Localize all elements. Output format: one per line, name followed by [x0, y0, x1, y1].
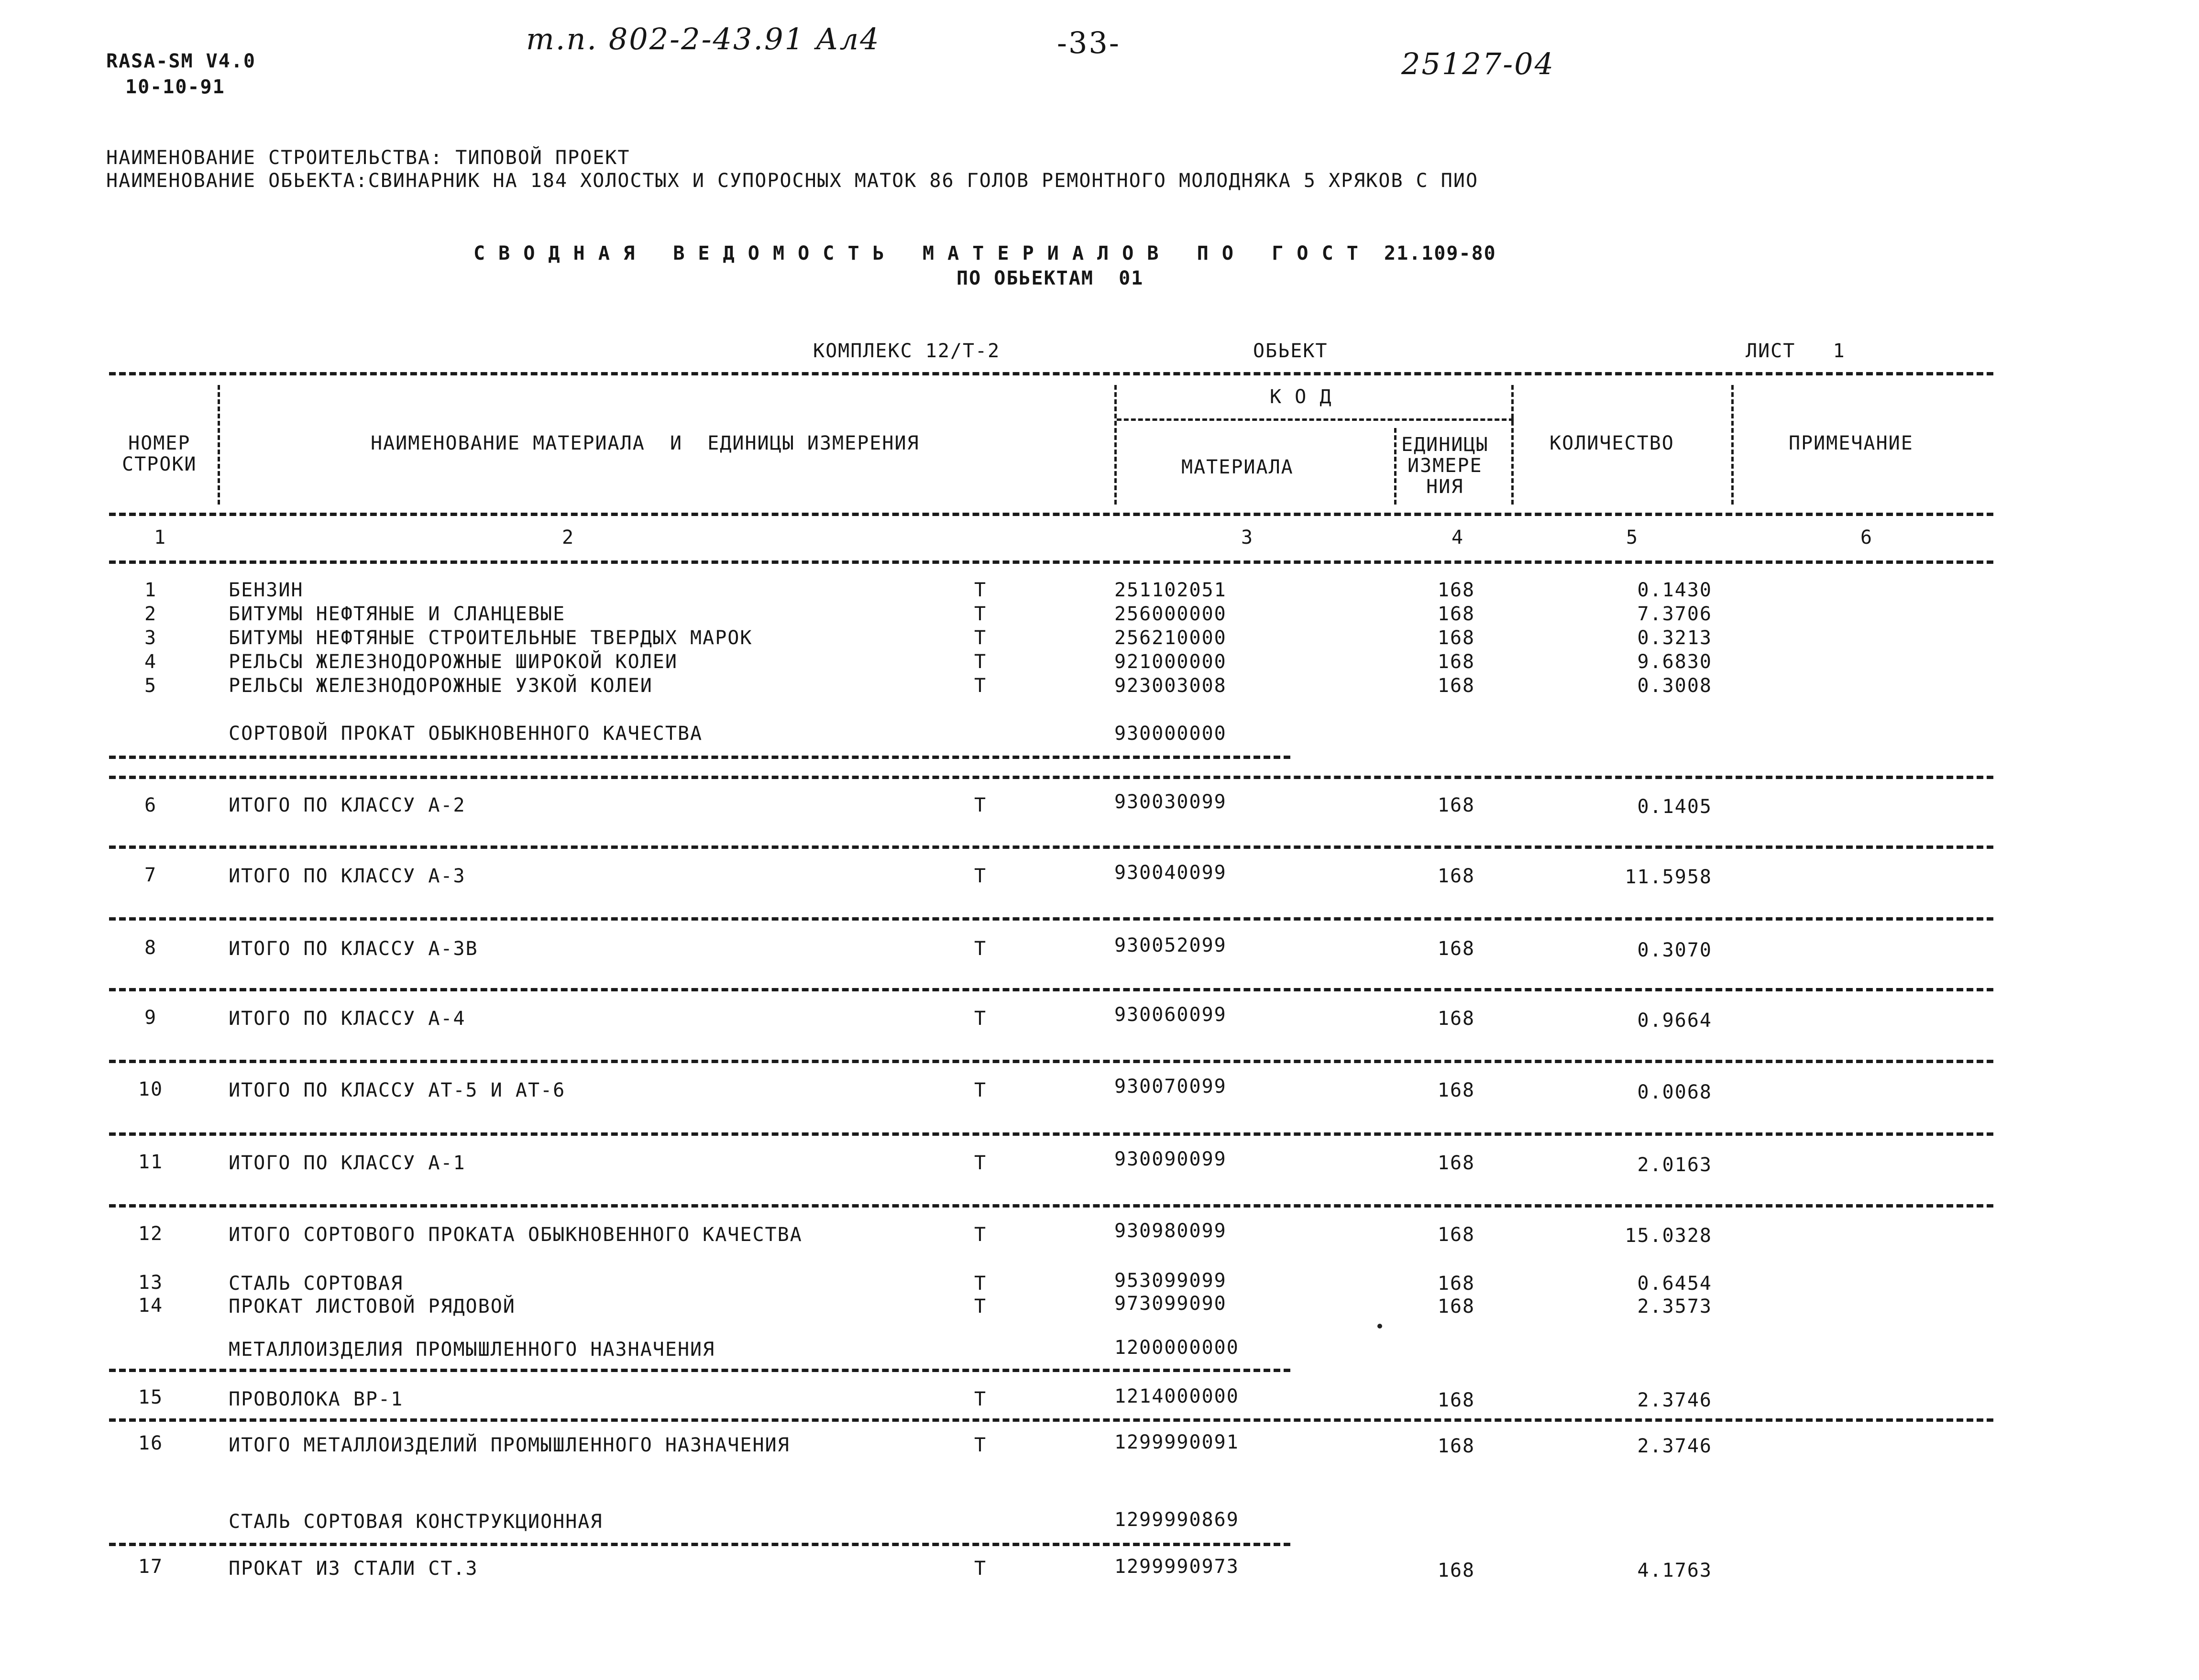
- row-number: 2: [144, 603, 157, 625]
- page-number: -33-: [1057, 25, 1121, 60]
- table-top-rule: [109, 372, 1993, 375]
- unit-code: 168: [1437, 1435, 1475, 1457]
- material-name: ИТОГО ПО КЛАССУ А-3В: [229, 938, 478, 960]
- col-index: 4: [1451, 527, 1464, 549]
- row-rule: [109, 776, 1993, 779]
- material-unit: Т: [974, 1152, 987, 1174]
- row-number: 7: [144, 864, 157, 886]
- material-name: ИТОГО ПО КЛАССУ А-1: [229, 1152, 466, 1174]
- material-unit: Т: [974, 651, 987, 673]
- row-number: 6: [144, 794, 157, 816]
- col-divider: [1394, 428, 1396, 505]
- row-number: 13: [138, 1272, 164, 1294]
- material-name: ИТОГО МЕТАЛЛОИЗДЕЛИЙ ПРОМЫШЛЕННОГО НАЗНАЧЕНИЯ: [229, 1434, 790, 1456]
- handwritten-project-code: т.п. 802-2-43.91 Ал4: [526, 22, 880, 56]
- quantity: 0.0068: [1637, 1081, 1712, 1103]
- unit-code: 168: [1437, 1389, 1475, 1411]
- row-number: 4: [144, 651, 157, 673]
- material-code: 930052099: [1114, 934, 1227, 956]
- row-number: 10: [138, 1078, 164, 1100]
- material-unit: Т: [974, 938, 987, 960]
- unit-code: 168: [1437, 579, 1475, 601]
- unit-code: 168: [1437, 1559, 1475, 1581]
- group-name: СОРТОВОЙ ПРОКАТ ОБЫКНОВЕННОГО КАЧЕСТВА: [229, 723, 703, 745]
- index-rule: [109, 560, 1993, 564]
- row-rule: [109, 988, 1993, 991]
- group-rule: [109, 1369, 1290, 1372]
- material-unit: Т: [974, 1434, 987, 1456]
- unit-code: 168: [1437, 1079, 1475, 1101]
- unit-code: 168: [1437, 1008, 1475, 1030]
- object-label: ОБЬЕКТ: [1253, 340, 1328, 362]
- material-code: 256210000: [1114, 627, 1227, 649]
- quantity: 0.1405: [1637, 796, 1712, 818]
- row-rule: [109, 1418, 1993, 1422]
- material-code: 930980099: [1114, 1220, 1227, 1242]
- group-name: СТАЛЬ СОРТОВАЯ КОНСТРУКЦИОННАЯ: [229, 1511, 603, 1533]
- material-name: БИТУМЫ НЕФТЯНЫЕ И СЛАНЦЕВЫЕ: [229, 603, 566, 625]
- material-name: ПРОКАТ ИЗ СТАЛИ СТ.3: [229, 1558, 478, 1580]
- row-number: 12: [138, 1223, 164, 1245]
- row-number: 14: [138, 1295, 164, 1317]
- material-code: 930090099: [1114, 1148, 1227, 1170]
- quantity: 0.3213: [1637, 627, 1712, 649]
- material-unit: Т: [974, 603, 987, 625]
- print-date: 10-10-91: [125, 76, 225, 98]
- material-name: СТАЛЬ СОРТОВАЯ: [229, 1273, 404, 1295]
- material-code: 251102051: [1114, 579, 1227, 601]
- material-name: ПРОВОЛОКА ВР-1: [229, 1388, 404, 1410]
- unit-code: 168: [1437, 938, 1475, 960]
- quantity: 2.0163: [1637, 1154, 1712, 1176]
- material-code: 930060099: [1114, 1004, 1227, 1026]
- row-number: 5: [144, 675, 157, 697]
- unit-code: 168: [1437, 603, 1475, 625]
- group-rule: [109, 756, 1290, 759]
- row-number: 3: [144, 627, 157, 649]
- group-code: 930000000: [1114, 723, 1227, 745]
- material-unit: Т: [974, 1273, 987, 1295]
- unit-code: 168: [1437, 1273, 1475, 1295]
- row-number: 8: [144, 937, 157, 959]
- unit-code: 168: [1437, 651, 1475, 673]
- row-rule: [109, 845, 1993, 849]
- document-title: С В О Д Н А Я В Е Д О М О С Т Ь М А Т Е Р И А Л О В П О Г О С Т 21.109-80: [473, 242, 1496, 264]
- row-rule: [109, 1060, 1993, 1063]
- col-divider: [1731, 385, 1734, 505]
- quantity: 0.1430: [1637, 579, 1712, 601]
- col-divider: [1114, 385, 1117, 505]
- row-rule: [109, 1132, 1993, 1136]
- col-note: ПРИМЕЧАНИЕ: [1789, 432, 1913, 454]
- quantity: 0.9664: [1637, 1010, 1712, 1032]
- col-index: 2: [562, 527, 575, 549]
- material-unit: Т: [974, 1079, 987, 1101]
- group-code: 1200000000: [1114, 1337, 1239, 1359]
- handwritten-archive-code: 25127-04: [1401, 46, 1555, 81]
- system-label: RASA-SM V4.0: [106, 50, 256, 72]
- complex-label: КОМПЛЕКС 12/Т-2: [813, 340, 1001, 362]
- col-row-number: НОМЕР СТРОКИ: [122, 432, 197, 475]
- unit-code: 168: [1437, 1152, 1475, 1174]
- col-index: 3: [1241, 527, 1254, 549]
- row-number: 16: [138, 1432, 164, 1454]
- material-code: 923003008: [1114, 675, 1227, 697]
- code-subheader-rule: [1117, 418, 1514, 421]
- material-name: БЕНЗИН: [229, 579, 304, 601]
- material-unit: Т: [974, 579, 987, 601]
- unit-code: 168: [1437, 794, 1475, 816]
- material-code: 921000000: [1114, 651, 1227, 673]
- document-subtitle: ПО ОБЬЕКТАМ 01: [957, 267, 1144, 289]
- quantity: 2.3573: [1637, 1296, 1712, 1318]
- col-code-unit: ЕДИНИЦЫ ИЗМЕРЕ НИЯ: [1401, 434, 1489, 498]
- material-unit: Т: [974, 627, 987, 649]
- col-quantity: КОЛИЧЕСТВО: [1550, 432, 1674, 454]
- unit-code: 168: [1437, 627, 1475, 649]
- quantity: 7.3706: [1637, 603, 1712, 625]
- quantity: 2.3746: [1637, 1389, 1712, 1411]
- material-name: ИТОГО ПО КЛАССУ АТ-5 И АТ-6: [229, 1079, 566, 1101]
- material-code: 973099090: [1114, 1293, 1227, 1315]
- material-code: 930070099: [1114, 1076, 1227, 1098]
- quantity: 2.3746: [1637, 1435, 1712, 1457]
- material-code: 1299990973: [1114, 1556, 1239, 1578]
- material-name: ИТОГО СОРТОВОГО ПРОКАТА ОБЫКНОВЕННОГО КАЧЕСТВА: [229, 1224, 803, 1246]
- unit-code: 168: [1437, 675, 1475, 697]
- col-divider: [218, 385, 220, 505]
- row-rule: [109, 917, 1993, 921]
- material-code: 1214000000: [1114, 1385, 1239, 1407]
- material-name: ИТОГО ПО КЛАССУ А-2: [229, 794, 466, 816]
- quantity: 4.1763: [1637, 1559, 1712, 1581]
- row-number: 1: [144, 579, 157, 601]
- col-index: 1: [154, 527, 167, 549]
- row-number: 17: [138, 1556, 164, 1578]
- material-unit: Т: [974, 794, 987, 816]
- material-code: 930030099: [1114, 791, 1227, 813]
- quantity: 9.6830: [1637, 651, 1712, 673]
- material-unit: Т: [974, 675, 987, 697]
- quantity: 0.3070: [1637, 939, 1712, 961]
- col-index: 5: [1626, 527, 1639, 549]
- object-name: НАИМЕНОВАНИЕ ОБЬЕКТА:СВИНАРНИК НА 184 ХОЛОСТЫХ И СУПОРОСНЫХ МАТОК 86 ГОЛОВ РЕМОНТНОГО МОЛОДНЯКА 5 ХРЯКОВ С ПИО: [106, 170, 1479, 192]
- material-code: 953099099: [1114, 1270, 1227, 1292]
- row-number: 9: [144, 1007, 157, 1029]
- unit-code: 168: [1437, 865, 1475, 887]
- material-unit: Т: [974, 1558, 987, 1580]
- material-name: БИТУМЫ НЕФТЯНЫЕ СТРОИТЕЛЬНЫЕ ТВЕРДЫХ МАРОК: [229, 627, 753, 649]
- material-name: РЕЛЬСЫ ЖЕЛЕЗНОДОРОЖНЫЕ УЗКОЙ КОЛЕИ: [229, 675, 653, 697]
- material-unit: Т: [974, 1224, 987, 1246]
- material-unit: Т: [974, 1296, 987, 1318]
- material-unit: Т: [974, 1388, 987, 1410]
- material-unit: Т: [974, 1008, 987, 1030]
- col-code-material: МАТЕРИАЛА: [1181, 456, 1294, 478]
- material-name: ИТОГО ПО КЛАССУ А-3: [229, 865, 466, 887]
- row-rule: [109, 1204, 1993, 1208]
- row-number: 11: [138, 1151, 164, 1173]
- col-code: К О Д: [1270, 386, 1332, 408]
- row-number: 15: [138, 1386, 164, 1408]
- construction-name: НАИМЕНОВАНИЕ СТРОИТЕЛЬСТВА: ТИПОВОЙ ПРОЕКТ: [106, 147, 630, 169]
- material-code: 256000000: [1114, 603, 1227, 625]
- group-code: 1299990869: [1114, 1509, 1239, 1531]
- quantity: 0.6454: [1637, 1273, 1712, 1295]
- group-name: МЕТАЛЛОИЗДЕЛИЯ ПРОМЫШЛЕННОГО НАЗНАЧЕНИЯ: [229, 1339, 715, 1361]
- col-divider: [1511, 385, 1514, 505]
- col-material-name: НАИМЕНОВАНИЕ МАТЕРИАЛА И ЕДИНИЦЫ ИЗМЕРЕНИЯ: [371, 432, 920, 454]
- material-name: ПРОКАТ ЛИСТОВОЙ РЯДОВОЙ: [229, 1296, 516, 1318]
- material-name: ИТОГО ПО КЛАССУ А-4: [229, 1008, 466, 1030]
- material-unit: Т: [974, 865, 987, 887]
- quantity: 15.0328: [1625, 1225, 1712, 1247]
- header-rule: [109, 513, 1993, 516]
- unit-code: 168: [1437, 1224, 1475, 1246]
- material-name: РЕЛЬСЫ ЖЕЛЕЗНОДОРОЖНЫЕ ШИРОКОЙ КОЛЕИ: [229, 651, 678, 673]
- quantity: 0.3008: [1637, 675, 1712, 697]
- material-code: 930040099: [1114, 862, 1227, 884]
- quantity: 11.5958: [1625, 866, 1712, 888]
- col-index: 6: [1860, 527, 1873, 549]
- unit-code: 168: [1437, 1296, 1475, 1318]
- group-rule: [109, 1543, 1290, 1546]
- material-code: 1299990091: [1114, 1431, 1239, 1453]
- speck: [1377, 1324, 1382, 1329]
- sheet-label: ЛИСТ 1: [1746, 340, 1846, 362]
